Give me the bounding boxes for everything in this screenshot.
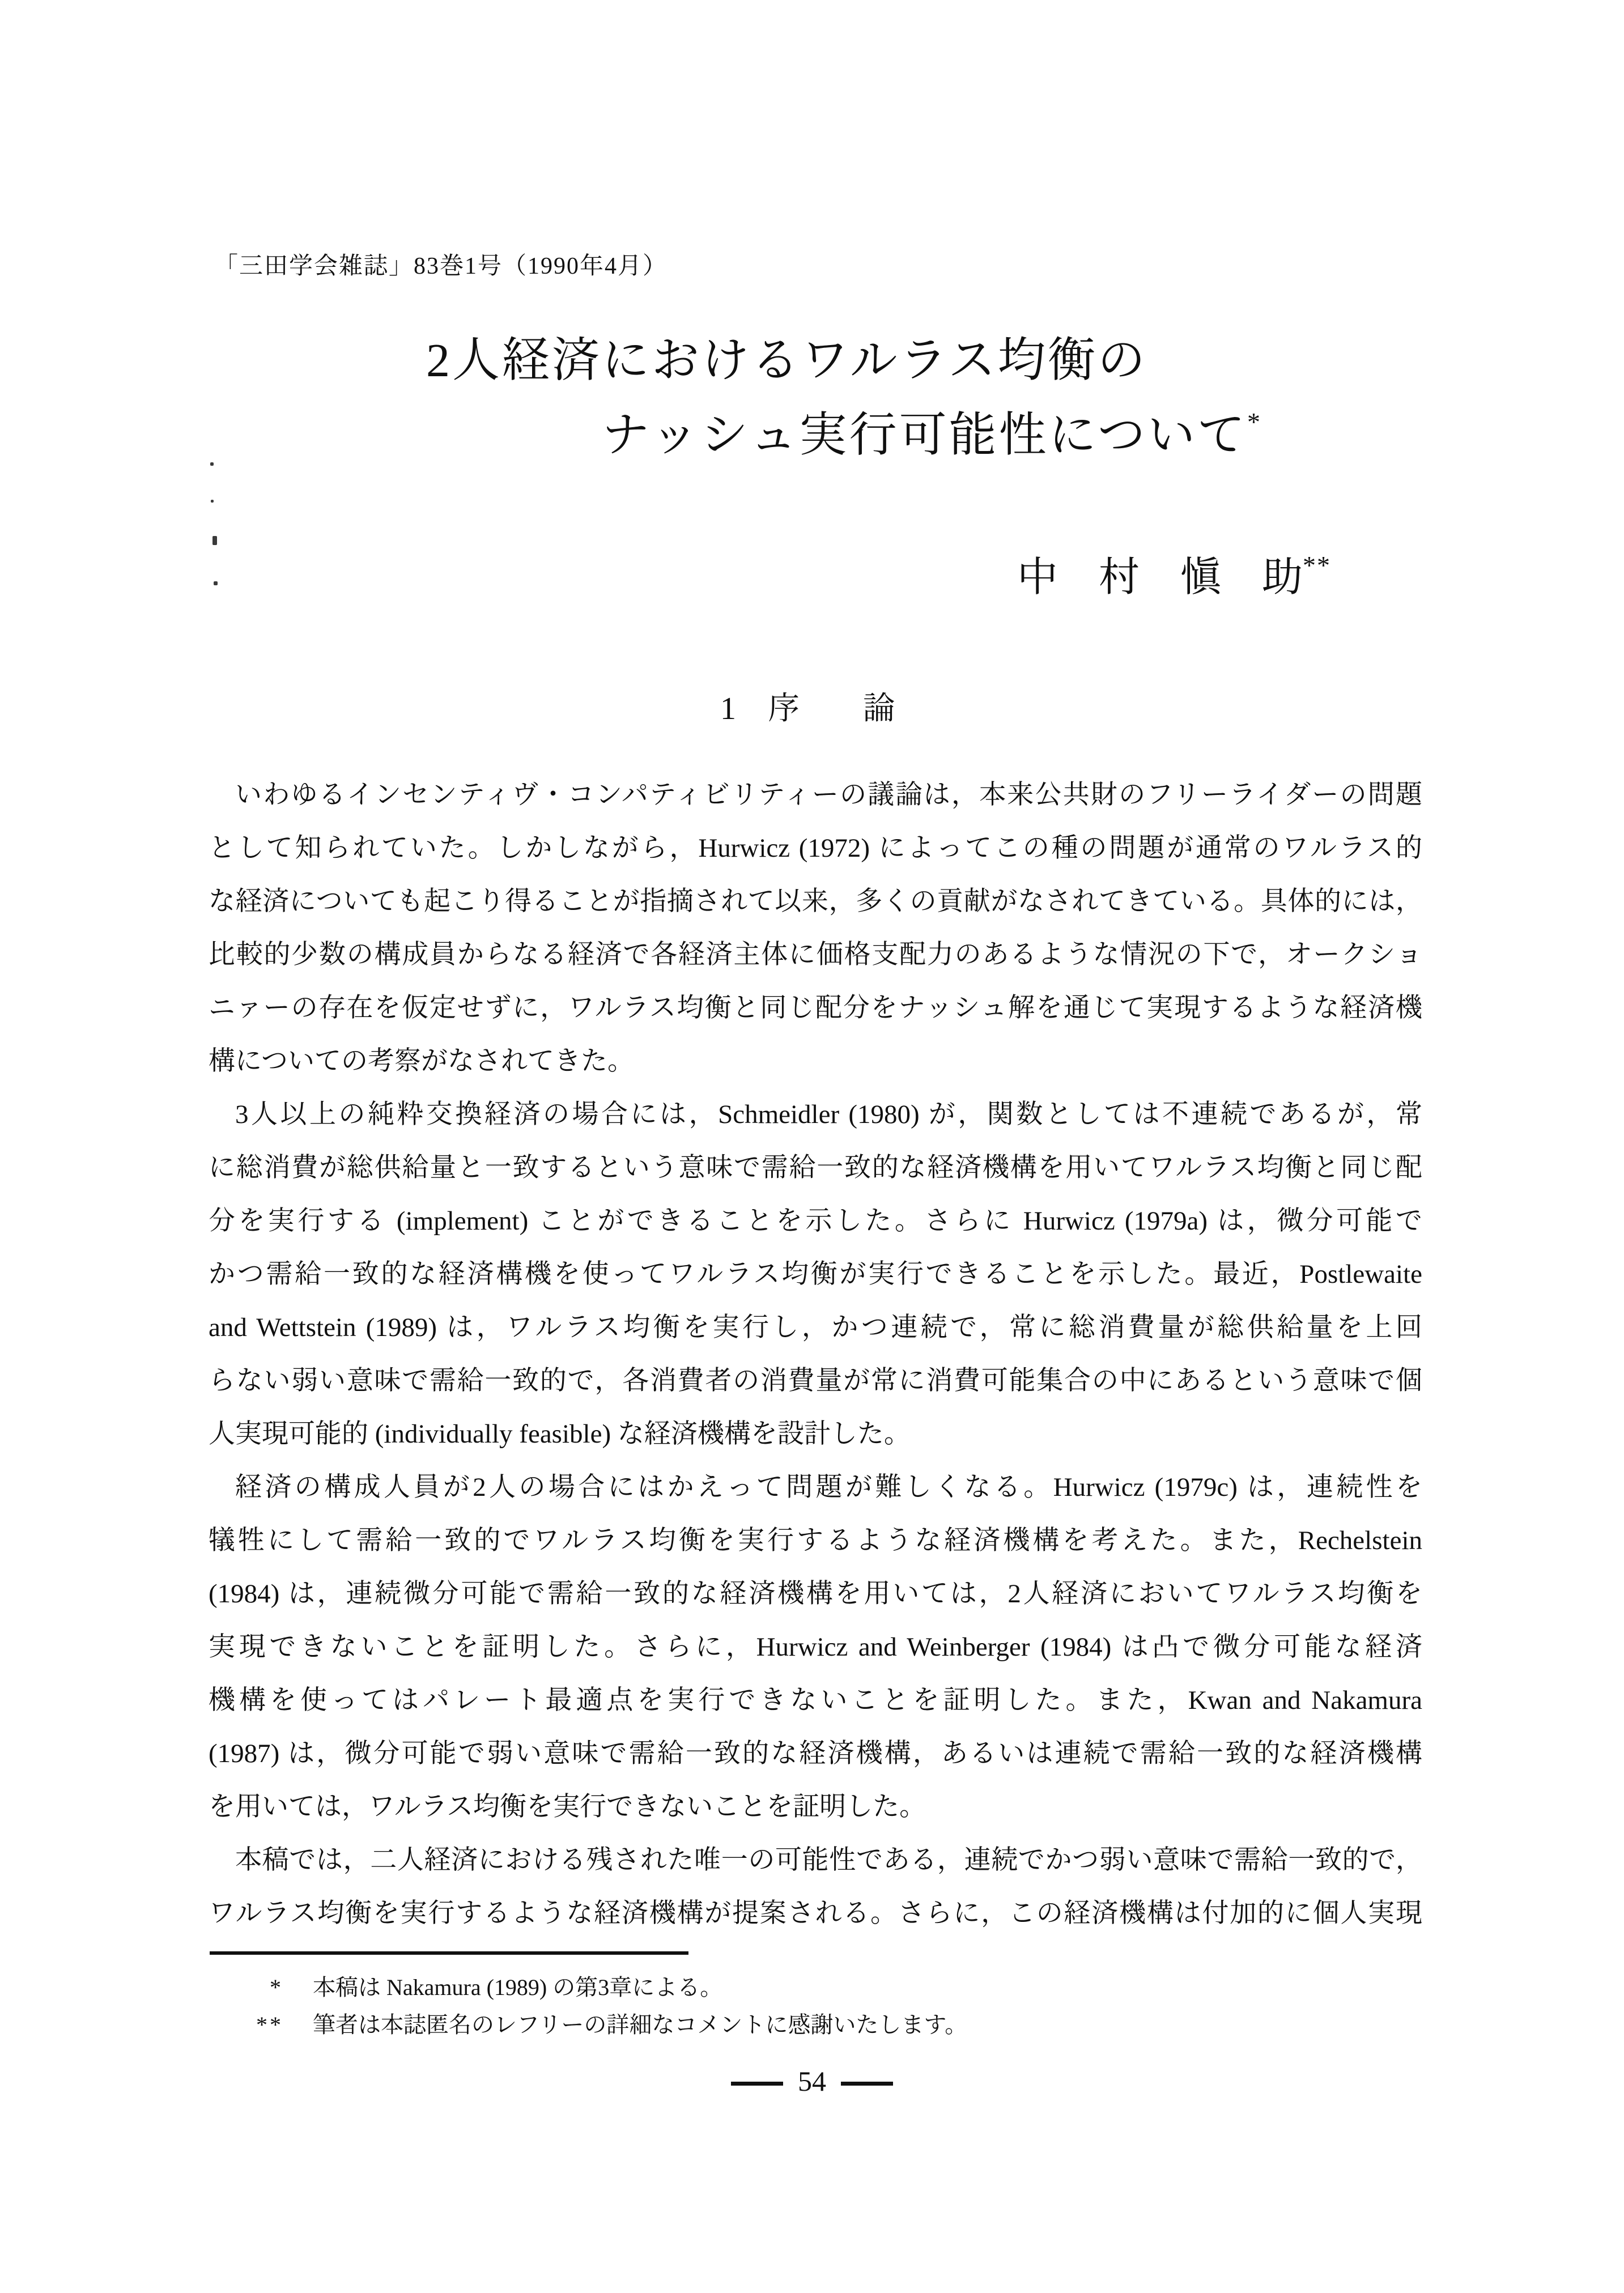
footnote-2-marker: ** (256, 2012, 283, 2037)
body-line: ワルラス均衡を実行するような経済機構が提案される。さらに，この経済機構は付加的に個人実現 (209, 1899, 1422, 1928)
author-footnote-mark: ** (1303, 551, 1332, 580)
page-number-value: 54 (798, 2065, 826, 2097)
paper-title-line-2-text: ナッシュ実行可能性について (602, 409, 1247, 462)
title-footnote-mark: * (1247, 407, 1260, 436)
body-line: いわゆるインセンティヴ・コンパティビリティーの議論は，本来公共財のフリーライダーの問題 (235, 780, 1422, 810)
body-line: 機構を使ってはパレート最適点を実行できないことを証明した。また，Kwan and Nakamura (209, 1686, 1422, 1715)
body-line: 分を実行する (implement) ことができることを示した。さらに Hurwicz (1979a) は，微分可能で (209, 1206, 1422, 1236)
footnote-1-marker: * (270, 1975, 283, 2000)
footnote-1 (210, 1971, 722, 2005)
body-line: 実現できないことを証明した。さらに，Hurwicz and Weinberger (1984) は凸で微分可能な経済 (209, 1632, 1422, 1662)
body-line: として知られていた。しかしながら，Hurwicz (1972) によってこの種の問題が通常のワルラス的 (209, 833, 1422, 863)
page-number-dash-right (841, 2082, 893, 2086)
body-line: に総消費が総供給量と一致するという意味で需給一致的な経済機構を用いてワルラス均衡と同じ配 (209, 1153, 1422, 1182)
paper-title-line-1: 2人経済におけるワルラス均衡の (426, 334, 1147, 387)
scan-speck (212, 536, 217, 545)
scan-speck (214, 581, 218, 585)
footnote-2-text: 筆者は本誌匿名のレフリーの詳細なコメントに感謝いたします。 (313, 2012, 968, 2037)
journal-header: 「三田学会雑誌」83巻1号（1990年4月） (214, 253, 668, 279)
body-line: 人実現可能的 (individually feasible) な経済機構を設計した。 (209, 1419, 911, 1449)
body-line: かつ需給一致的な経済構機を使ってワルラス均衡が実行できることを示した。最近，Postlewaite (209, 1260, 1422, 1289)
scan-speck (210, 462, 214, 466)
body-line: を用いては，ワルラス均衡を実行できないことを証明した。 (209, 1792, 926, 1822)
body-line: (1984) は，連続微分可能で需給一致的な経済機構を用いては，2人経済においてワルラス均衡を (209, 1579, 1422, 1609)
paper-title-line-2 (602, 397, 1260, 465)
body-text (209, 768, 1422, 1940)
body-line: and Wettstein (1989) は，ワルラス均衡を実行し，かつ連続で，常に総消費量が総供給量を上回 (209, 1313, 1422, 1342)
section-heading-introduction: 1 序 論 (720, 691, 895, 726)
footnote-1-text: 本稿は Nakamura (1989) の第3章による。 (313, 1975, 723, 2000)
footnote-rule (210, 1951, 688, 1955)
author-name-text: 中 村 愼 助 (1017, 555, 1303, 600)
body-line: 3人以上の純粋交換経済の場合には，Schmeidler (1980) が，関数としては不連続であるが，常 (235, 1100, 1422, 1129)
body-line: な経済についても起こり得ることが指摘されて以来，多くの貢献がなされてきている。具体的には， (209, 887, 1422, 916)
body-line: 犠牲にして需給一致的でワルラス均衡を実行するような経済機構を考えた。また，Rechelstein (209, 1526, 1422, 1555)
scan-speck (211, 500, 214, 503)
body-line: 本稿では，二人経済における残された唯一の可能性である，連続でかつ弱い意味で需給一致的で， (235, 1845, 1422, 1875)
page-number-dash-left (731, 2082, 783, 2086)
body-line: 構についての考察がなされてきた。 (209, 1046, 635, 1076)
body-line: 経済の構成人員が2人の場合にはかえって問題が難しくなる。Hurwicz (1979c) は，連続性を (235, 1473, 1422, 1502)
body-line: ニァーの存在を仮定せずに，ワルラス均衡と同じ配分をナッシュ解を通じて実現するような経済機 (209, 993, 1422, 1023)
page-number (0, 2067, 1624, 2100)
body-line: 比較的少数の構成員からなる経済で各経済主体に価格支配力のあるような情況の下で，オークショ (209, 940, 1422, 969)
footnote-2 (210, 2008, 967, 2042)
author-name (1017, 544, 1331, 603)
body-line: (1987) は，微分可能で弱い意味で需給一致的な経済機構，あるいは連続で需給一致的な経済機構 (209, 1739, 1422, 1768)
body-line: らない弱い意味で需給一致的で，各消費者の消費量が常に消費可能集合の中にあるという意味で個 (209, 1366, 1422, 1396)
